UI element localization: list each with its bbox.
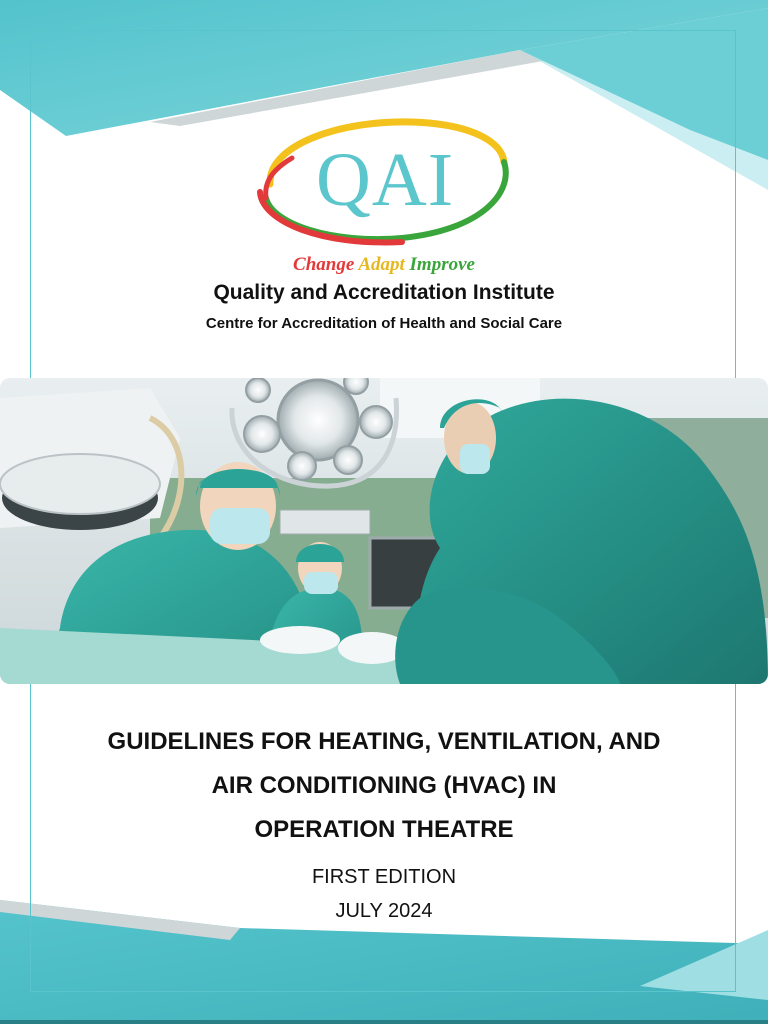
title-line-1: GUIDELINES FOR HEATING, VENTILATION, AND <box>107 728 661 755</box>
qai-logo <box>252 112 518 252</box>
title-line-3: OPERATION THEATRE <box>254 816 514 843</box>
tagline-word-adapt: Adapt <box>358 254 405 275</box>
edition-label: FIRST EDITION <box>311 866 457 888</box>
tagline-word-change: Change <box>293 254 355 275</box>
edition-block <box>0 860 768 928</box>
tagline-word-improve: Improve <box>409 254 475 275</box>
tagline <box>0 254 768 276</box>
title-line-2: AIR CONDITIONING (HVAC) IN <box>211 772 557 799</box>
operation-theatre-photo <box>0 378 768 684</box>
bottom-edge-line <box>0 1020 768 1024</box>
document-title <box>40 720 728 852</box>
surgery-illustration <box>0 378 768 684</box>
organization-name: Quality and Accreditation Institute <box>213 281 555 304</box>
logo-text: QAI <box>315 138 455 222</box>
organization-subtitle: Centre for Accreditation of Health and Social Care <box>205 315 563 332</box>
publication-date: JULY 2024 <box>335 900 433 922</box>
